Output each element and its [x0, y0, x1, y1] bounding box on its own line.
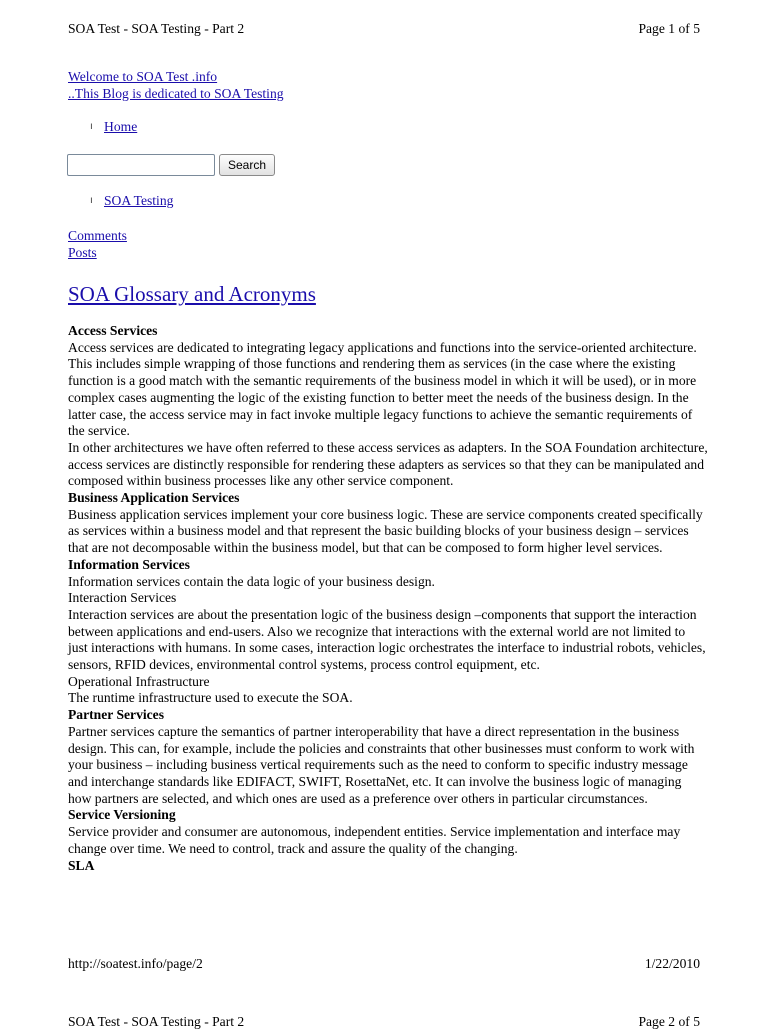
- post-content: [68, 323, 708, 874]
- print-header-title: SOA Test - SOA Testing - Part 2: [68, 21, 245, 36]
- section-paragraph: Interaction services are about the presentation logic of the business design –components that support the interaction between applications and end-users. Also we recognize that interactions with the external world are not limited to just interactions with humans. In some cases, interaction logic orchestrates the interface to industrial robots, vehicles, sensors, RFID devices, environmental control systems, process control equipment, etc.: [68, 606, 706, 673]
- section-heading: Service Versioning: [68, 807, 176, 823]
- bullet-icon: ı: [90, 195, 93, 206]
- next-page-header-page-number: Page 2 of 5: [638, 1014, 700, 1029]
- section-heading: Interaction Services: [68, 590, 177, 606]
- next-page-header: [68, 1014, 700, 1031]
- print-header: [68, 21, 700, 38]
- section-paragraph: Information services contain the data logic of your business design.: [68, 573, 435, 589]
- nav-item-home: [90, 119, 137, 136]
- section-heading: Partner Services: [68, 707, 164, 723]
- section-heading: Access Services: [68, 323, 158, 338]
- home-link[interactable]: Home: [104, 119, 138, 134]
- bullet-icon: ı: [90, 121, 93, 132]
- print-footer: [68, 956, 700, 973]
- section-heading: Information Services: [68, 556, 190, 572]
- print-footer-url: http://soatest.info/page/2: [68, 956, 203, 971]
- search-button[interactable]: Search: [219, 154, 275, 176]
- search-input[interactable]: [67, 154, 215, 176]
- blog-welcome-link[interactable]: Welcome to SOA Test .info: [68, 69, 218, 84]
- search-form: [67, 154, 275, 176]
- feed-links: [68, 228, 708, 261]
- section-paragraph: Access services are dedicated to integrating legacy applications and functions into the service-oriented architecture. This includes simple wrapping of those functions and rendering them as services (in the case where the existing function is a good match with the semantic requirements of the business model in which it will be used), or in more complex cases augmenting the logic of the existing function to better meet the needs of the business design. In the latter case, the access service may in fact invoke multiple legacy functions to achieve the semantic requirements of the service.: [68, 339, 697, 439]
- next-page-header-title: SOA Test - SOA Testing - Part 2: [68, 1014, 245, 1029]
- post-title: [68, 281, 316, 307]
- print-header-page-number: Page 1 of 5: [638, 21, 700, 36]
- posts-feed-link[interactable]: Posts: [68, 244, 97, 260]
- section-paragraph: In other architectures we have often referred to these access services as adapters. In the SOA Foundation architecture, access services are distinctly responsible for rendering these adapters as services so that they can be manipulated and composed within business processes like any other service component.: [68, 439, 708, 489]
- section-paragraph: Service provider and consumer are autonomous, independent entities. Service implementation and interface may change over time. We need to control, track and assure the quality of the changing.: [68, 824, 681, 856]
- category-item: [90, 193, 173, 210]
- section-paragraph: The runtime infrastructure used to execute the SOA.: [68, 690, 353, 706]
- section-paragraph: Business application services implement your core business logic. These are service components created specifically as services within a business model and that represent the basic building blocks of your business design – services that are not decomposable within the business model, but that can be composed to form higher level services.: [68, 506, 703, 556]
- blog-tagline-link[interactable]: ..This Blog is dedicated to SOA Testing: [68, 85, 284, 101]
- section-paragraph: Partner services capture the semantics of partner interoperability that have a direct representation in the business design. This can, for example, include the policies and constraints that other businesses must conform to work with your business – including business vertical requirements such as the need to conform to specific industry message and interchange standards like EDIFACT, SWIFT, RosettaNet, etc. It can involve the business logic of managing how partners are selected, and which ones are used as a preference over others in particular circumstances.: [68, 723, 695, 806]
- category-soa-testing-link[interactable]: SOA Testing: [104, 193, 174, 208]
- comments-feed-link[interactable]: Comments: [68, 228, 127, 243]
- section-heading: Business Application Services: [68, 490, 240, 506]
- section-heading: Operational Infrastructure: [68, 673, 210, 689]
- section-heading: SLA: [68, 857, 95, 873]
- post-title-link[interactable]: SOA Glossary and Acronyms: [68, 282, 316, 306]
- blog-header: [68, 69, 708, 102]
- print-footer-date: 1/22/2010: [644, 956, 700, 971]
